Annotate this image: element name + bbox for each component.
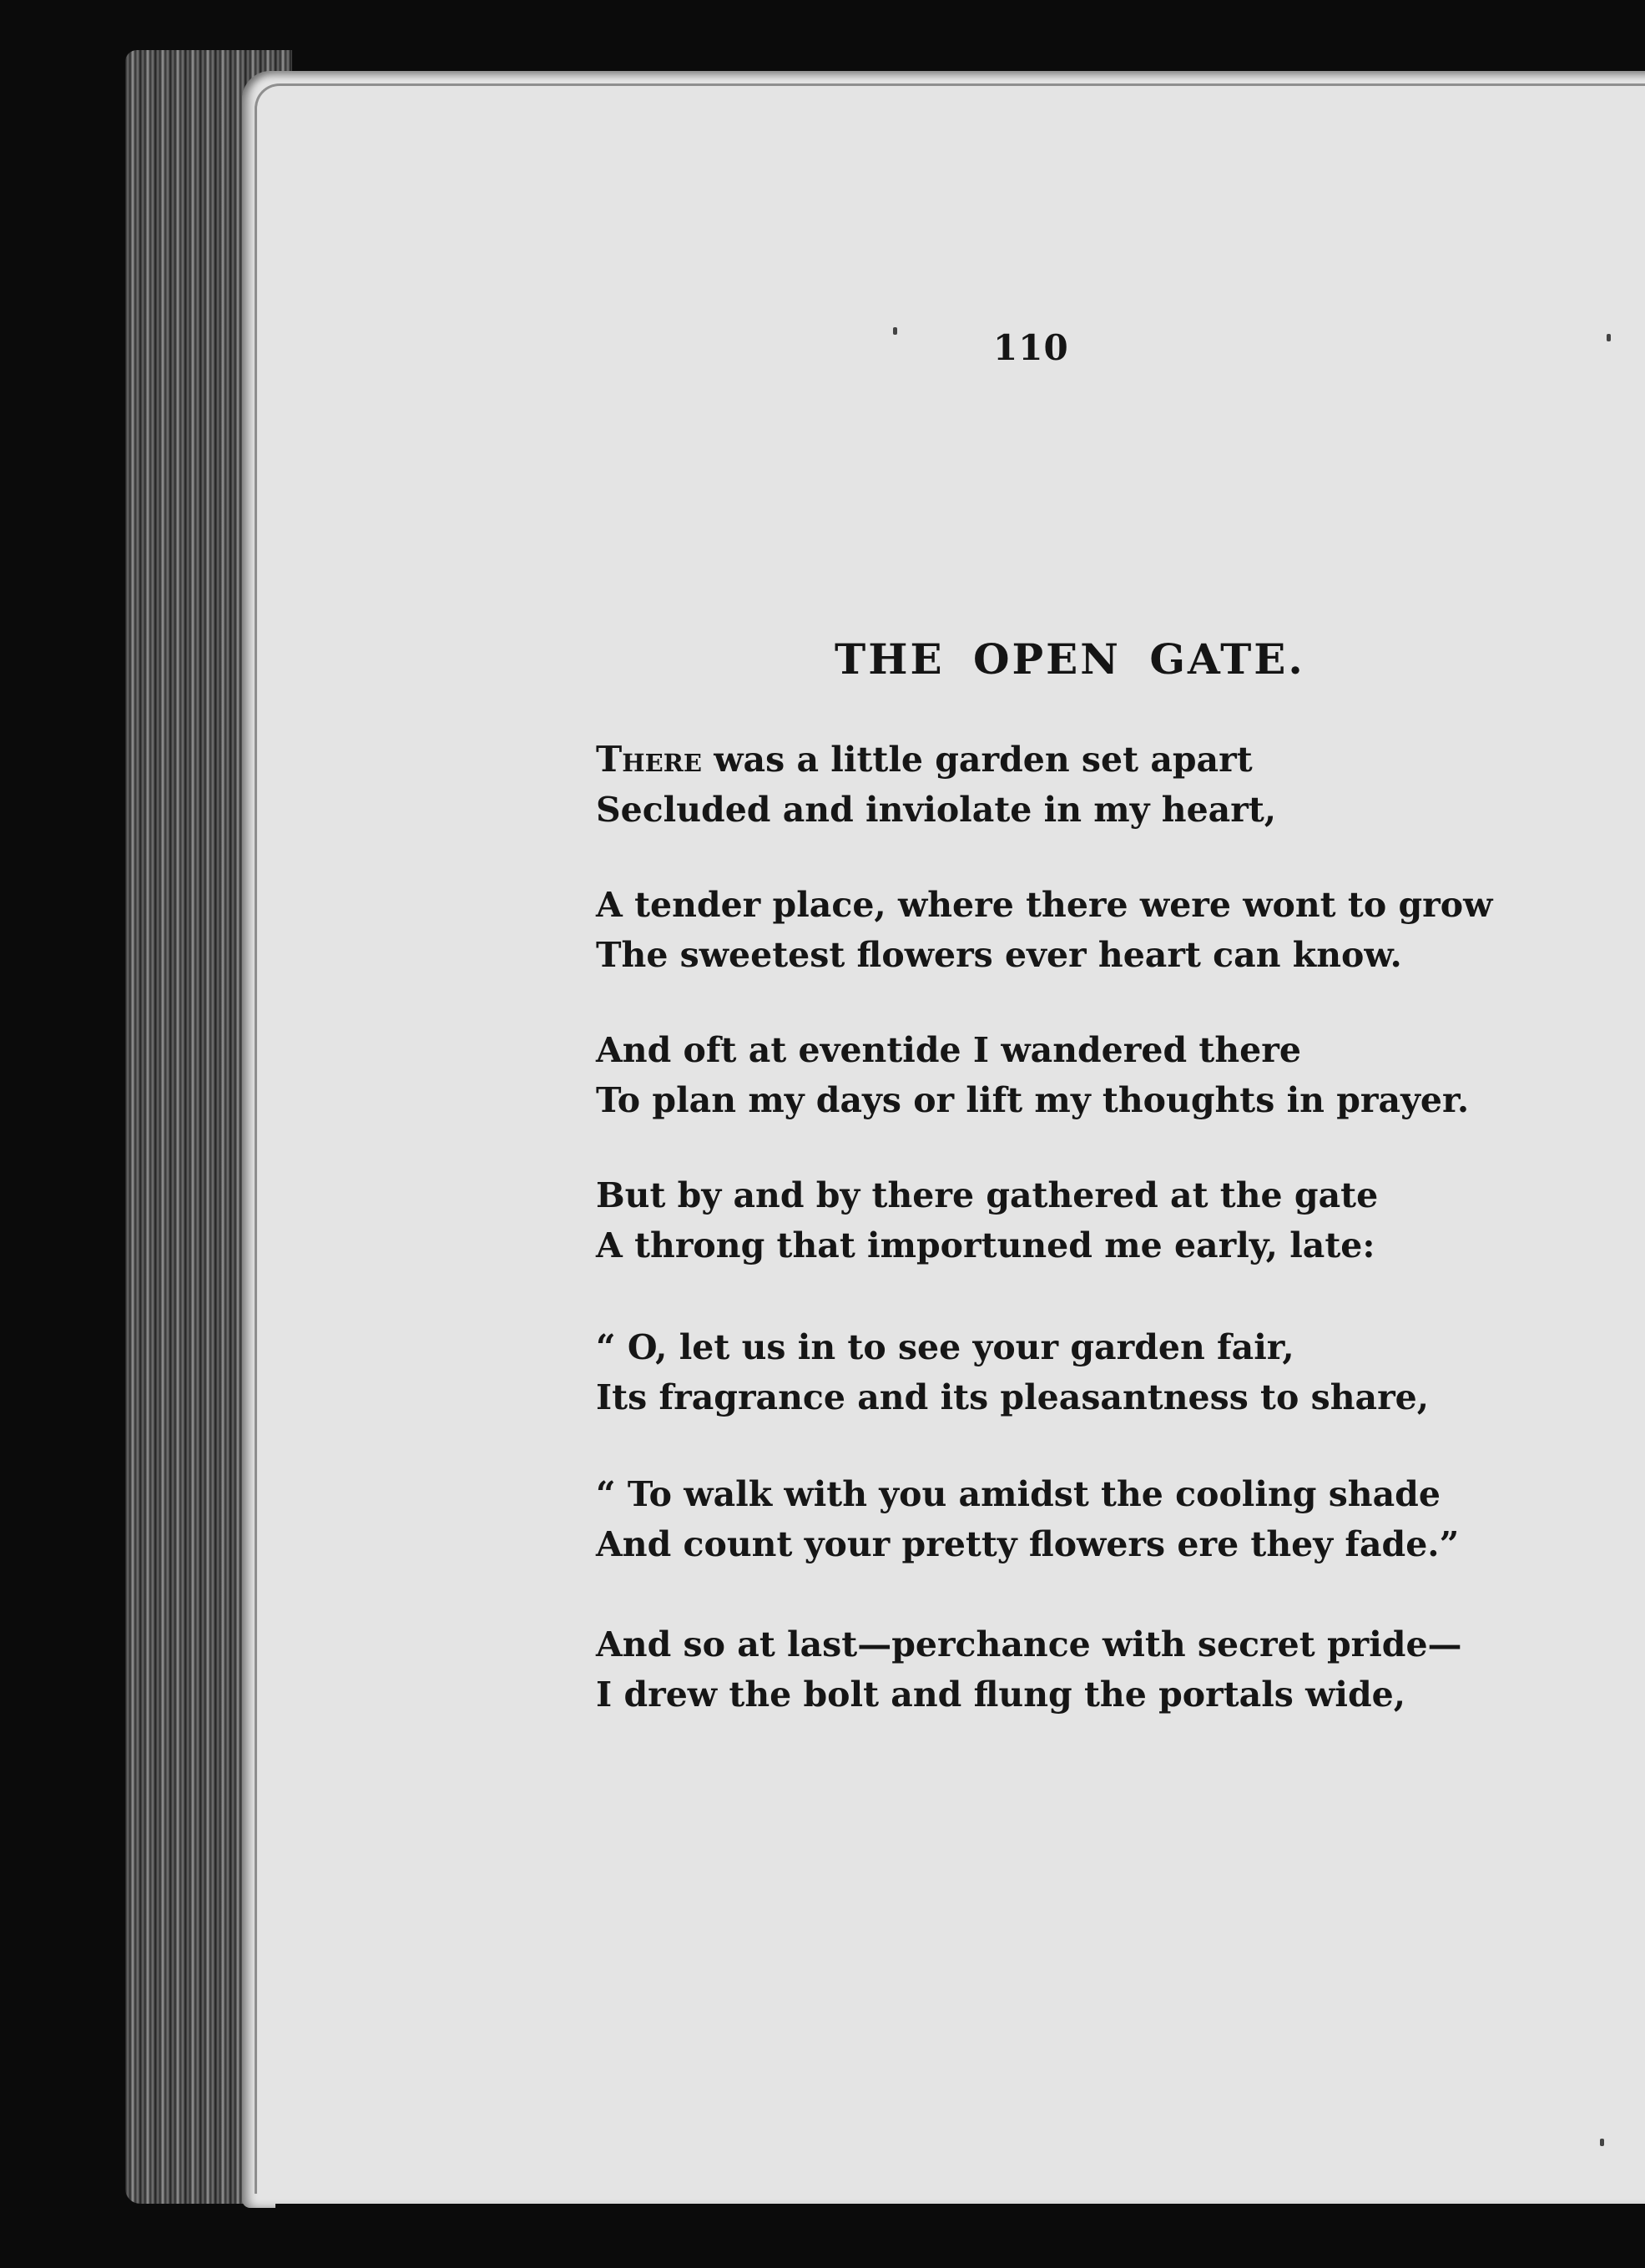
verse-line: Its fragrance and its pleasantness to share,	[596, 1377, 1430, 1417]
stanza-2	[596, 880, 1492, 980]
verse-line: Secluded and inviolate in my heart,	[596, 790, 1277, 830]
verse-line	[596, 735, 1276, 785]
page-edge-line	[255, 83, 1645, 2194]
verse-line: And count your pretty flowers ere they fade.”	[596, 1524, 1460, 1564]
verse-line: To plan my days or lift my thoughts in prayer.	[596, 1080, 1470, 1120]
dust-speck	[1607, 334, 1611, 341]
verse-line: The sweetest flowers ever heart can know.	[596, 935, 1402, 975]
verse-line: And so at last—perchance with secret pride—	[596, 1624, 1462, 1664]
verse-line: “ O, let us in to see your garden fair,	[596, 1327, 1294, 1367]
poem-title: THE OPEN GATE.	[835, 634, 1305, 684]
stanza-6	[596, 1469, 1459, 1569]
verse-line: And oft at eventide I wandered there	[596, 1030, 1301, 1070]
verse-line: A throng that importuned me early, late:	[596, 1225, 1375, 1265]
dust-speck	[1600, 2139, 1604, 2146]
verse-line: I drew the bolt and flung the portals wide,	[596, 1674, 1406, 1715]
stanza-5	[596, 1322, 1429, 1422]
page-number: 110	[993, 327, 1069, 368]
stanza-1	[596, 735, 1276, 835]
verse-line: “ To walk with you amidst the cooling shade	[596, 1474, 1441, 1514]
dust-speck	[893, 327, 897, 335]
stanza-4	[596, 1170, 1378, 1270]
verse-line: But by and by there gathered at the gate	[596, 1175, 1379, 1215]
stanza-7	[596, 1619, 1462, 1720]
bottom-shadow	[275, 2204, 1645, 2268]
stanza-3	[596, 1025, 1469, 1125]
verse-line: A tender place, where there were wont to grow	[596, 885, 1493, 925]
verse-line-rest: was a little garden set apart	[701, 740, 1253, 780]
opening-word: There	[596, 739, 702, 780]
